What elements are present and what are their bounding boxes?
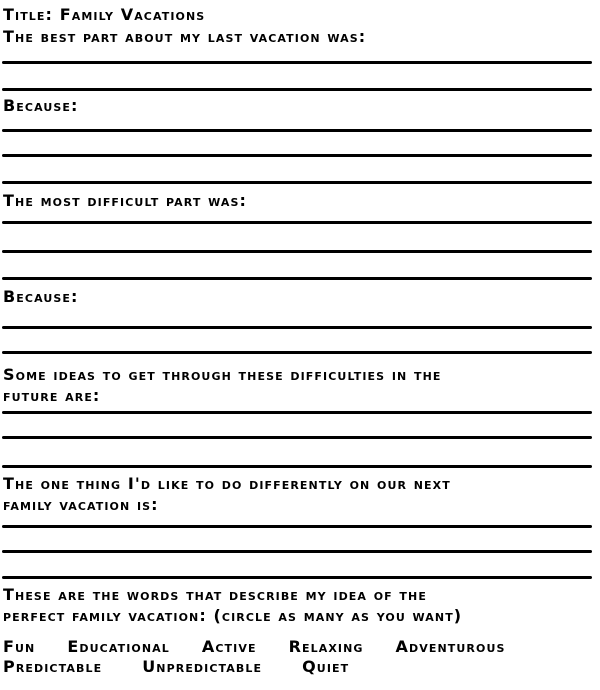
prompt-word-instructions-line-1: These are the words that describe my idea of the bbox=[3, 585, 427, 604]
answer-line[interactable] bbox=[2, 154, 592, 157]
prompt-word-instructions-line-2: perfect family vacation: (circle as many as you want) bbox=[3, 606, 463, 625]
prompt-because-1: Because: bbox=[3, 96, 79, 115]
prompt-ideas bbox=[3, 364, 442, 406]
word-option-educational[interactable]: Educational bbox=[67, 637, 170, 656]
word-option-active[interactable]: Active bbox=[201, 637, 257, 656]
answer-line[interactable] bbox=[2, 576, 592, 579]
answer-line[interactable] bbox=[2, 129, 592, 132]
prompt-most-difficult: The most difficult part was: bbox=[3, 191, 247, 210]
page-title: Title: Family Vacations bbox=[3, 5, 206, 24]
answer-line[interactable] bbox=[2, 88, 592, 91]
prompt-ideas-line-2: future are: bbox=[3, 386, 101, 405]
prompt-next-vacation bbox=[3, 473, 451, 515]
word-option-unpredictable[interactable]: Unpredictable bbox=[142, 657, 263, 676]
answer-line[interactable] bbox=[2, 326, 592, 329]
answer-line[interactable] bbox=[2, 436, 592, 439]
prompt-next-vacation-line-2: family vacation is: bbox=[3, 495, 159, 514]
answer-line[interactable] bbox=[2, 181, 592, 184]
answer-line[interactable] bbox=[2, 61, 592, 64]
word-option-adventurous[interactable]: Adventurous bbox=[395, 637, 506, 656]
answer-line[interactable] bbox=[2, 250, 592, 253]
answer-line[interactable] bbox=[2, 550, 592, 553]
answer-line[interactable] bbox=[2, 221, 592, 224]
word-bank-row-1 bbox=[3, 637, 506, 657]
word-option-predictable[interactable]: Predictable bbox=[3, 657, 103, 676]
word-option-quiet[interactable]: Quiet bbox=[302, 657, 350, 676]
word-bank-row-2 bbox=[3, 657, 349, 677]
answer-line[interactable] bbox=[2, 465, 592, 468]
prompt-ideas-line-1: Some ideas to get through these difficulties in the bbox=[3, 365, 442, 384]
answer-line[interactable] bbox=[2, 411, 592, 414]
answer-line[interactable] bbox=[2, 525, 592, 528]
answer-line[interactable] bbox=[2, 351, 592, 354]
prompt-best-part: The best part about my last vacation was: bbox=[3, 27, 367, 46]
word-option-fun[interactable]: Fun bbox=[3, 637, 36, 656]
word-option-relaxing[interactable]: Relaxing bbox=[288, 637, 364, 656]
prompt-word-instructions bbox=[3, 584, 462, 626]
answer-line[interactable] bbox=[2, 277, 592, 280]
prompt-because-2: Because: bbox=[3, 287, 79, 306]
prompt-next-vacation-line-1: The one thing I'd like to do differently on our next bbox=[3, 474, 451, 493]
